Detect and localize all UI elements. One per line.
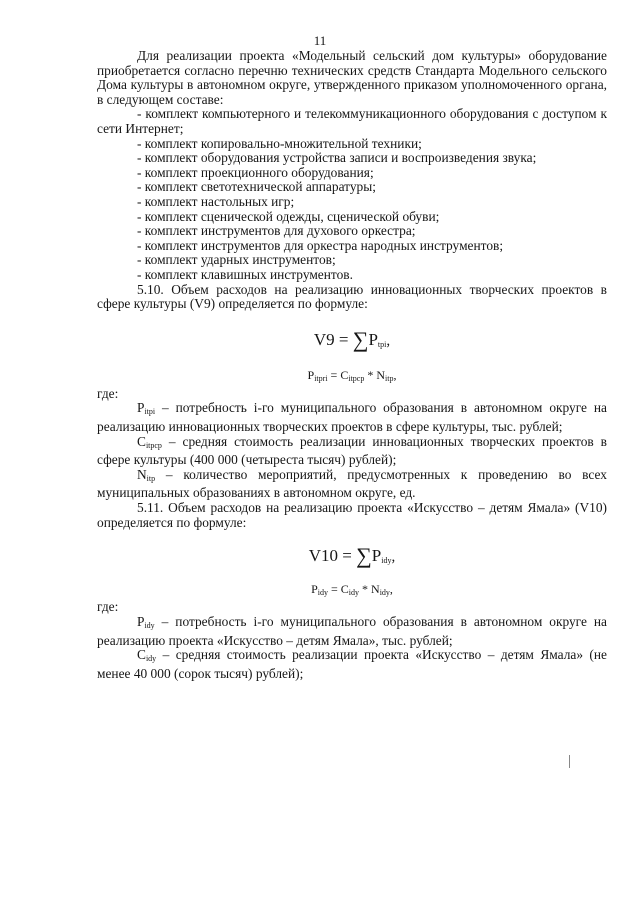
list-item: - комплект ударных инструментов;: [137, 252, 336, 268]
formula-pidy: $P_{idy} = C_{idy} * N_{idy}$,: [311, 581, 393, 597]
list-item: - комплект оборудования устройства записи и воспроизведения звука;: [137, 150, 537, 166]
equipment-list: [97, 107, 607, 282]
definition-nitp: $N_{itp}$ – количество мероприятий, предусмотренных к проведению во всех муниципальных образованиях в автономном округе, ед.: [97, 466, 607, 501]
list-item: - комплект светотехнической аппаратуры;: [137, 179, 376, 195]
definition-citpcp: $C_{itpcp}$ – средняя стоимость реализации инновационных творческих проектов в сфере культуры (400 000 (четыреста тысяч) рублей);: [97, 433, 607, 468]
definition-pitpi: $P_{itpi}$ – потребность i-го муниципального образования в автономном округе на реализацию инновационных творческих проектов в сфере культуры, тыс. рублей;: [97, 400, 607, 435]
list-item: - комплект настольных игр;: [137, 193, 295, 209]
list-item: - комплект копировально-множительной техники;: [137, 135, 422, 151]
where-label: где:: [97, 599, 119, 615]
document-body: [97, 49, 607, 681]
definition-pidy: $P_{idy}$ – потребность i-го муниципального образования в автономном округе на реализацию проекта «Искусство – детям Ямала», тыс. рублей;: [97, 614, 607, 648]
page-number: 11: [313, 33, 327, 48]
list-item: - комплект инструментов для оркестра народных инструментов;: [137, 237, 504, 253]
list-item: - комплект компьютерного и телекоммуникационного оборудования с доступом к сети Интернет;: [97, 106, 607, 136]
intro-paragraph: Для реализации проекта «Модельный сельский дом культуры» оборудование приобретается согласно перечню технических средств Стандарта Модельного сельского Дома культуры в автономном округе, утвержденного приказом уполномоченного органа, в следующем составе:: [97, 48, 607, 107]
list-item: - комплект проекционного оборудования;: [137, 164, 374, 180]
list-item: - комплект клавишных инструментов.: [137, 266, 353, 282]
margin-mark: [569, 755, 570, 768]
formula-v9: $V9 = \sum P_{tpi}$,: [313, 326, 391, 352]
section-5-11: 5.11. Объем расходов на реализацию проекта «Искусство – детям Ямала» (V10) определяется по формуле:: [97, 500, 607, 530]
where-label: где:: [97, 385, 119, 401]
formula-v10: $V10 = \sum P_{idy}$,: [308, 543, 396, 569]
list-item: - комплект инструментов для духового оркестра;: [137, 223, 416, 239]
definition-cidy: $C_{idy}$ – средняя стоимость реализации проекта «Искусство – детям Ямала» (не менее 40 000 (сорок тысяч) рублей);: [97, 647, 607, 681]
list-item: - комплект сценической одежды, сценической обуви;: [137, 208, 440, 224]
section-5-10: 5.10. Объем расходов на реализацию инновационных творческих проектов в сфере культуры (V9) определяется по формуле:: [97, 281, 607, 312]
formula-pitpri: $P_{itpri} = C_{itpcp} * N_{itp}$,: [307, 368, 397, 384]
